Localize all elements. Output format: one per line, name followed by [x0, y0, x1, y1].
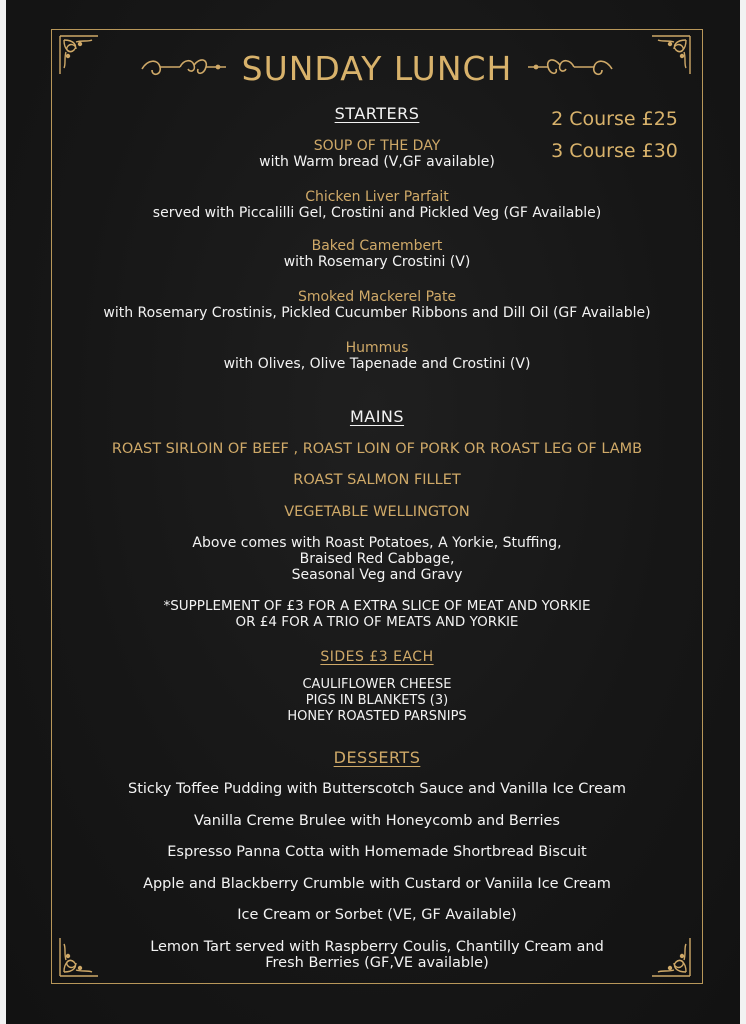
starter-name: Smoked Mackerel Pate — [297, 289, 457, 305]
page-title: SUNDAY LUNCH — [241, 48, 513, 88]
accompaniment-line: Above comes with Roast Potatoes, A Yorkie, Stuffing, — [192, 535, 562, 551]
side-item: HONEY ROASTED PARSNIPS — [287, 709, 467, 724]
dessert-item: Ice Cream or Sorbet (VE, GF Available) — [237, 907, 517, 923]
dessert-item: Sticky Toffee Pudding with Butterscotch Sauce and Vanilla Ice Cream — [128, 781, 626, 797]
sides-list — [51, 677, 703, 725]
starter-item — [51, 289, 703, 321]
starter-desc: with Warm bread (V,GF available) — [259, 154, 495, 170]
mains-accompaniments — [51, 535, 703, 583]
starter-item — [51, 189, 703, 221]
mains-heading: MAINS — [349, 407, 405, 426]
starter-desc: with Rosemary Crostini (V) — [283, 254, 471, 270]
starter-item — [51, 138, 703, 170]
dessert-item: Apple and Blackberry Crumble with Custard or Vaniila Ice Cream — [143, 876, 611, 892]
accompaniment-line: Braised Red Cabbage, — [299, 551, 455, 567]
mains-salmon: ROAST SALMON FILLET — [293, 472, 461, 488]
starter-name: Chicken Liver Parfait — [305, 189, 449, 205]
desserts-heading: DESSERTS — [333, 748, 421, 767]
starter-name: Hummus — [345, 340, 409, 356]
starter-item — [51, 238, 703, 270]
accompaniment-line: Seasonal Veg and Gravy — [291, 567, 463, 583]
title-row — [51, 46, 703, 90]
left-flourish-icon — [140, 55, 228, 81]
starter-item — [51, 340, 703, 372]
starter-name: Baked Camembert — [311, 238, 443, 254]
price-two-course: 2 Course £25 — [551, 108, 678, 130]
dessert-line: Fresh Berries (GF,VE available) — [265, 955, 489, 971]
dessert-item — [51, 939, 703, 971]
mains-vegetable: VEGETABLE WELLINGTON — [284, 504, 470, 520]
dessert-line: Lemon Tart served with Raspberry Coulis, Chantilly Cream and — [150, 939, 604, 955]
price-three-course: 3 Course £30 — [551, 140, 678, 162]
supplement-line: *SUPPLEMENT OF £3 FOR A EXTRA SLICE OF MEAT AND YORKIE — [163, 598, 591, 614]
starter-desc: with Olives, Olive Tapenade and Crostini (V) — [223, 356, 531, 372]
starters-heading: STARTERS — [334, 104, 420, 123]
dessert-item: Vanilla Creme Brulee with Honeycomb and Berries — [194, 813, 560, 829]
starter-desc: served with Piccalilli Gel, Crostini and Pickled Veg (GF Available) — [152, 205, 602, 221]
mains-roasts: ROAST SIRLOIN OF BEEF , ROAST LOIN OF PORK OR ROAST LEG OF LAMB — [111, 441, 643, 457]
supplement-line: OR £4 FOR A TRIO OF MEATS AND YORKIE — [235, 614, 519, 630]
right-flourish-icon — [526, 55, 614, 81]
starter-desc: with Rosemary Crostinis, Pickled Cucumber Ribbons and Dill Oil (GF Available) — [103, 305, 651, 321]
side-item: CAULIFLOWER CHEESE — [302, 677, 452, 692]
dessert-item: Espresso Panna Cotta with Homemade Shortbread Biscuit — [167, 844, 587, 860]
mains-supplement — [51, 598, 703, 630]
starter-name: SOUP OF THE DAY — [313, 138, 441, 154]
sides-heading: SIDES £3 EACH — [320, 649, 434, 665]
side-item: PIGS IN BLANKETS (3) — [305, 693, 449, 708]
